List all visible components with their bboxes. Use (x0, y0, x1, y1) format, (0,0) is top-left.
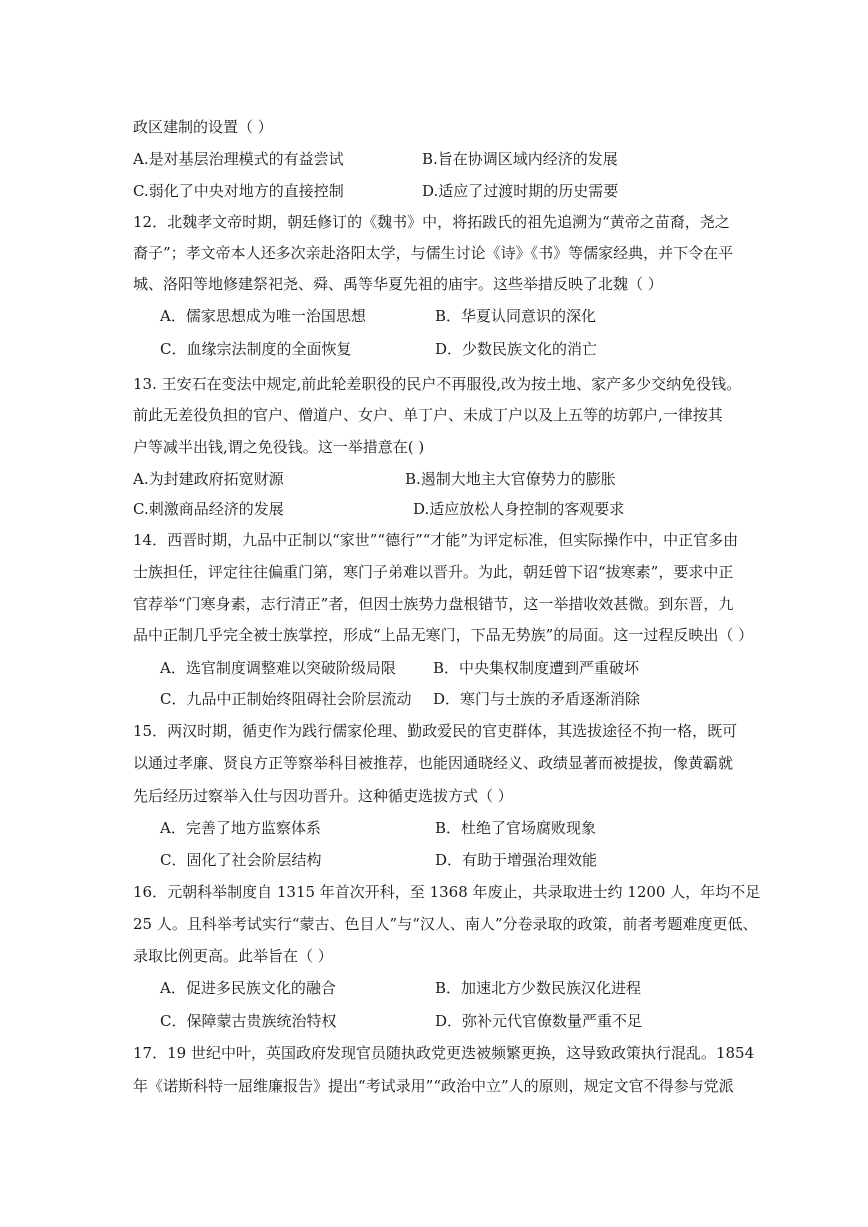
q17-line-2: 年《诺斯科特一屈维廉报告》提出“考试录用”“政治中立”人的原则，规定文官不得参与党派 (133, 1077, 734, 1095)
q17-line-1: 17．19 世纪中叶，英国政府发现官员随执政党更迭被频繁更换，这导致政策执行混乱。1854 (133, 1044, 755, 1062)
q11-stem: 政区建制的设置（ ） (133, 118, 273, 136)
q13-line-2: 前此无差役负担的官户、僧道户、女户、单丁户、未成丁户以及上五等的坊郭户,一律按其 (133, 406, 723, 424)
q15-option-a[interactable]: A．完善了地方监察体系 (160, 819, 321, 837)
q16-option-b[interactable]: B．加速北方少数民族汉化进程 (435, 979, 642, 997)
q14-option-b[interactable]: B．中央集权制度遭到严重破坏 (433, 659, 640, 677)
q11-option-a[interactable]: A.是对基层治理模式的有益尝试 (133, 150, 344, 168)
q16-option-c[interactable]: C．保障蒙古贵族统治特权 (160, 1012, 337, 1030)
q15-line-3: 先后经历过察举入仕与因功晋升。这种循吏选拔方式（ ） (133, 787, 513, 805)
q13-option-d[interactable]: D.适应放松人身控制的客观要求 (413, 500, 625, 518)
q14-line-2: 士族担任，评定往往偏重门第，寒门子弟难以晋升。为此，朝廷曾下诏“拔寒素”，要求中正 (133, 563, 734, 581)
q11-option-d[interactable]: D.适应了过渡时期的历史需要 (422, 182, 619, 200)
q13-option-c[interactable]: C.刺激商品经济的发展 (133, 500, 284, 518)
q12-line-1: 12．北魏孝文帝时期，朝廷修订的《魏书》中，将拓跋氏的祖先追溯为“黄帝之苗裔，尧之 (133, 213, 730, 231)
q15-option-c[interactable]: C．固化了社会阶层结构 (160, 851, 322, 869)
q12-option-d[interactable]: D．少数民族文化的消亡 (435, 340, 598, 358)
q14-line-3: 官荐举“门寒身素，志行清正”者，但因士族势力盘根错节，这一举措收效甚微。到东晋，九 (133, 595, 734, 613)
q14-option-c[interactable]: C．九品中正制始终阻碍社会阶层流动 (160, 690, 412, 708)
q15-line-2: 以通过孝廉、贤良方正等察举科目被推荐，也能因通晓经义、政绩显著而被提拔，像黄霸就 (133, 754, 734, 772)
q11-option-c[interactable]: C.弱化了中央对地方的直接控制 (133, 182, 344, 200)
q12-option-b[interactable]: B．华夏认同意识的深化 (435, 307, 597, 325)
q13-option-a[interactable]: A.为封建政府拓宽财源 (133, 470, 284, 488)
q15-option-d[interactable]: D．有助于增强治理效能 (435, 851, 598, 869)
q15-line-1: 15．两汉时期，循吏作为践行儒家伦理、勤政爱民的官吏群体，其选拔途径不拘一格，既可 (133, 722, 738, 740)
q12-line-3: 城、洛阳等地修建祭祀尧、舜、禹等华夏先祖的庙宇。这些举措反映了北魏（ ） (133, 275, 663, 293)
q11-option-b[interactable]: B.旨在协调区域内经济的发展 (422, 150, 618, 168)
q13-line-1: 13. 王安石在变法中规定,前此轮差职役的民户不再服役,改为按土地、家产多少交纳免役钱。 (133, 375, 742, 393)
q14-line-4: 品中正制几乎完全被士族掌控，形成“上品无寒门，下品无势族”的局面。这一过程反映出（ ） (133, 626, 754, 644)
q16-line-1: 16．元朝科举制度自 1315 年首次开科，至 1368 年废止，共录取进士约 1200 人，年均不足 (133, 883, 761, 901)
q16-option-a[interactable]: A．促进多民族文化的融合 (160, 979, 336, 997)
q12-option-a[interactable]: A．儒家思想成为唯一治国思想 (160, 307, 366, 325)
q15-option-b[interactable]: B．杜绝了官场腐败现象 (435, 819, 597, 837)
q13-line-3: 户等减半出钱,谓之免役钱。这一举措意在( ) (133, 438, 425, 456)
q13-option-b[interactable]: B.遏制大地主大官僚势力的膨胀 (405, 470, 616, 488)
q16-option-d[interactable]: D．弥补元代官僚数量严重不足 (435, 1012, 643, 1030)
q14-line-1: 14．西晋时期，九品中正制以“家世”“德行”“才能”为评定标准，但实际操作中，中正官多由 (133, 531, 739, 549)
q16-line-2: 25 人。且科举考试实行“蒙古、色目人”与“汉人、南人”分卷录取的政策，前者考题难度更低、 (133, 915, 758, 933)
q14-option-a[interactable]: A．选官制度调整难以突破阶级局限 (160, 659, 396, 677)
q16-line-3: 录取比例更高。此举旨在（ ） (133, 947, 333, 965)
q12-option-c[interactable]: C．血缘宗法制度的全面恢复 (160, 340, 352, 358)
q12-line-2: 裔子”；孝文帝本人还多次亲赴洛阳太学，与儒生讨论《诗》《书》等儒家经典，并下令在平 (133, 244, 734, 262)
q14-option-d[interactable]: D．寒门与士族的矛盾逐渐消除 (433, 690, 641, 708)
